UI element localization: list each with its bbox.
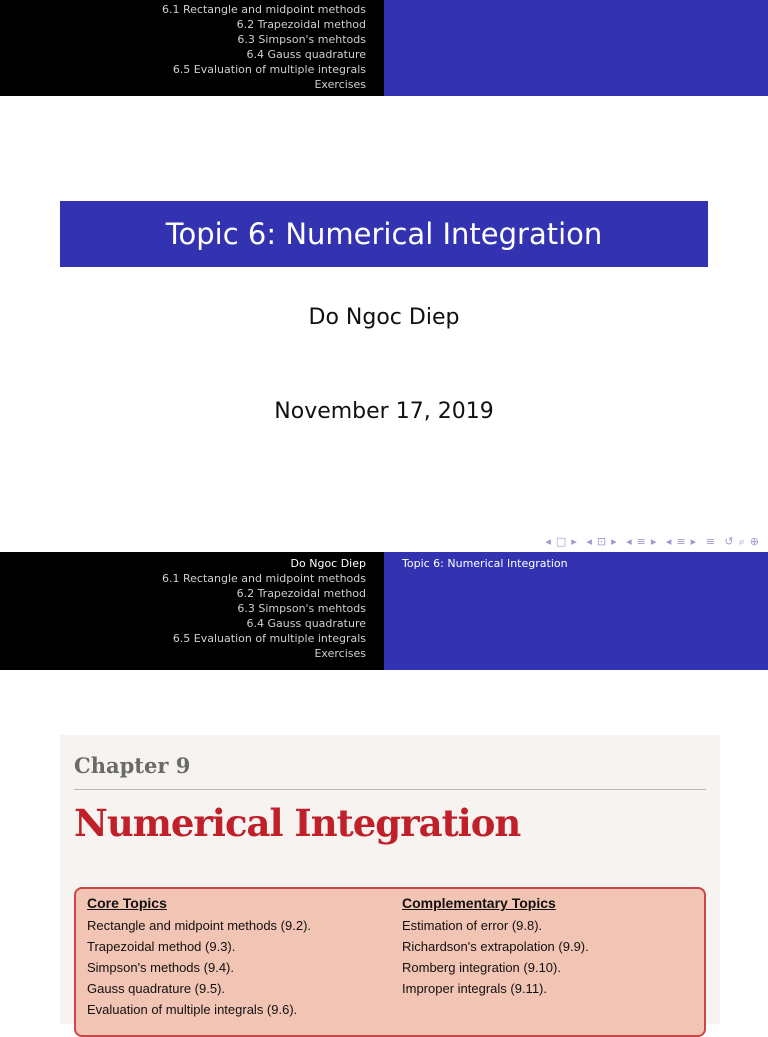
header-title: Topic 6: Numerical Integration [402,557,568,570]
core-topic-item: Gauss quadrature (9.5). [87,981,226,996]
chapter-rule [74,789,706,790]
slide2-header-toc [0,552,384,670]
nav-doc-icon[interactable]: ≡ [676,535,687,548]
core-topics-heading: Core Topics [87,895,167,911]
toc-item[interactable]: 6.2 Trapezoidal method [236,18,366,31]
header-author: Do Ngoc Diep [290,557,366,570]
nav-next-icon[interactable]: ▸ [611,535,618,548]
nav-search-icon[interactable]: ⌕ [738,535,746,548]
toc-item[interactable]: 6.5 Evaluation of multiple integrals [172,63,366,76]
nav-prev-icon[interactable]: ◂ [626,535,633,548]
toc-item[interactable]: 6.2 Trapezoidal method [236,587,366,600]
nav-zoom-icon[interactable]: ⊕ [749,535,760,548]
nav-subsection-icon[interactable]: ⊡ [596,535,608,548]
slide-title: Topic 6: Numerical Integration [165,217,603,251]
toc-item[interactable]: 6.4 Gauss quadrature [246,617,366,630]
toc-item[interactable]: 6.3 Simpson's mehtods [237,33,366,46]
nav-back-icon[interactable]: ↺ [724,535,735,548]
slide1-header-right [384,0,768,96]
slide-date: November 17, 2019 [274,399,494,424]
navigation-symbols [541,535,760,549]
complementary-topic-item: Estimation of error (9.8). [402,918,543,933]
slide-author: Do Ngoc Diep [308,305,460,330]
chapter-label: Chapter 9 [74,753,191,778]
nav-prev-icon[interactable]: ◂ [586,535,593,548]
nav-prev-icon[interactable]: ◂ [665,535,673,548]
nav-appendix-icon[interactable]: ≡ [705,535,716,548]
toc-item[interactable]: 6.3 Simpson's mehtods [237,602,366,615]
topics-box [74,887,706,1037]
toc-item[interactable]: 6.5 Evaluation of multiple integrals [172,632,366,645]
slide2-header [0,552,768,670]
toc-item[interactable]: 6.1 Rectangle and midpoint methods [162,572,366,585]
nav-frame-icon[interactable]: □ [555,535,568,548]
complementary-topic-item: Improper integrals (9.11). [402,981,547,996]
chapter-title: Numerical Integration [74,801,521,845]
complementary-topic-item: Richardson's extrapolation (9.9). [402,939,589,954]
nav-next-icon[interactable]: ▸ [690,535,698,548]
core-topic-item: Evaluation of multiple integrals (9.6). [87,1002,298,1017]
nav-section-icon[interactable]: ≡ [636,535,647,548]
slide2-header-right [384,552,768,670]
nav-next-icon[interactable]: ▸ [571,535,578,548]
core-topics [87,895,311,1020]
complementary-topic-item: Romberg integration (9.10). [402,960,561,975]
toc-item[interactable]: Exercises [314,647,366,660]
slide1-header [0,0,768,96]
slide1-header-toc [0,0,384,96]
complementary-topics [402,895,589,999]
toc-item[interactable]: 6.4 Gauss quadrature [246,48,366,61]
toc-item[interactable]: Exercises [314,78,366,91]
complementary-topics-heading: Complementary Topics [402,895,556,911]
nav-next-icon[interactable]: ▸ [650,535,658,548]
nav-prev-icon[interactable]: ◂ [545,535,552,548]
core-topic-item: Rectangle and midpoint methods (9.2). [87,918,312,933]
title-box [60,201,708,267]
book-page-image [60,735,720,1024]
core-topic-item: Simpson's methods (9.4). [87,960,234,975]
core-topic-item: Trapezoidal method (9.3). [87,939,236,954]
toc-item[interactable]: 6.1 Rectangle and midpoint methods [162,3,366,16]
